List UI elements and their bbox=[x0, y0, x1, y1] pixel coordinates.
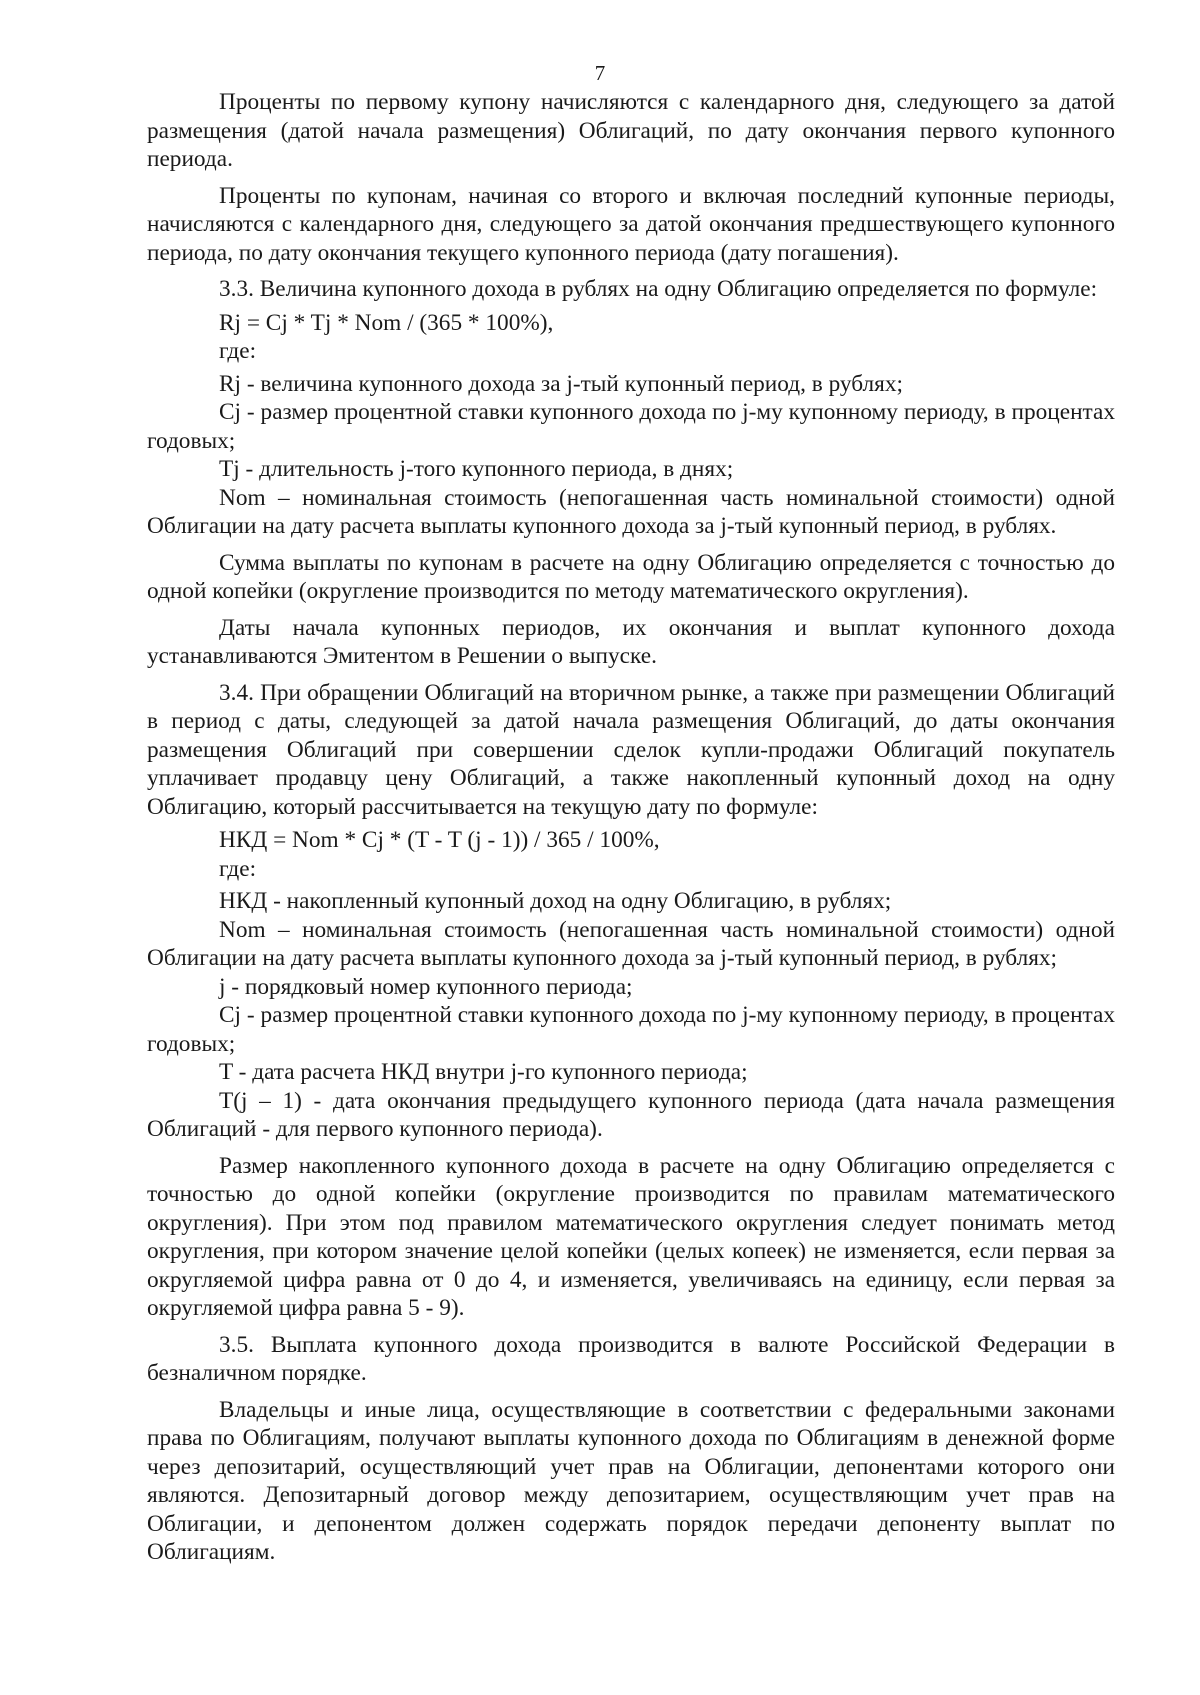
page-number: 7 bbox=[594, 61, 606, 85]
paragraph-depository-payments: Владельцы и иные лица, осуществляющие в соответствии с федеральными законами права по Облигациям, получают выплаты купонного дохода по Облигациям в денежной форме через депозитарий, осуществляющий учет прав на Облигации, депонентами которого они являются. Депозитарный договор между депозитарием, осуществляющим учет прав на Облигации, и депонентом должен содержать порядок передачи депоненту выплат по Облигациям. bbox=[147, 1396, 1115, 1565]
formula-accrued-income: НКД = Nom * Cj * (T - T (j - 1)) / 365 / 100%, bbox=[219, 827, 660, 853]
paragraph-accrued-rounding: Размер накопленного купонного дохода в расчете на одну Облигацию определяется с точностью до одной копейки (округление производится по правилам математического округления). При этом под правилом математического округления следует понимать метод округления, при котором значение целой копейки (целых копеек) не изменяется, если первая за округляемой цифра равна от 0 до 4, и изменяется, увеличиваясь на единицу, если первая за округляемой цифра равна 5 - 9). bbox=[147, 1152, 1115, 1321]
paragraph-section-3-5: 3.5. Выплата купонного дохода производится в валюте Российской Федерации в безналичном порядке. bbox=[147, 1331, 1115, 1386]
paragraph-section-3-4: 3.4. При обращении Облигаций на вторичном рынке, а также при размещении Облигаций в период с даты, следующей за датой начала размещения Облигаций, до даты окончания размещения Облигаций при совершении сделок купли-продажи Облигаций покупатель уплачивает продавцу цену Облигаций, а также накопленный купонный доход на одну Облигацию, который рассчитывается на текущую дату по формуле: bbox=[147, 679, 1115, 820]
definition-nkd: НКД - накопленный купонный доход на одну Облигацию, в рублях; bbox=[219, 888, 892, 914]
definition-j: j - порядковый номер купонного периода; bbox=[219, 973, 633, 1000]
formula-where-label-2: где: bbox=[219, 855, 257, 882]
document-body bbox=[147, 88, 1115, 1567]
definition-t: T - дата расчета НКД внутри j-го купонного периода; bbox=[219, 1059, 748, 1085]
paragraph-coupon-dates: Даты начала купонных периодов, их окончания и выплат купонного дохода устанавливаются Эмитентом в Решении о выпуске. bbox=[147, 614, 1115, 669]
definition-cj-2: Cj - размер процентной ставки купонного дохода по j-му купонному периоду, в процентах годовых; bbox=[147, 1002, 1115, 1057]
definition-cj: Cj - размер процентной ставки купонного дохода по j-му купонному периоду, в процентах годовых; bbox=[147, 399, 1115, 454]
definition-nom: Nom – номинальная стоимость (непогашенная часть номинальной стоимости) одной Облигации на дату расчета выплаты купонного дохода за j-тый купонный период, в рублях. bbox=[147, 484, 1115, 539]
paragraph-coupon-rounding: Сумма выплаты по купонам в расчете на одну Облигацию определяется с точностью до одной копейки (округление производится по методу математического округления). bbox=[147, 549, 1115, 604]
definition-t-prev: T(j – 1) - дата окончания предыдущего купонного периода (дата начала размещения Облигаций - для первого купонного периода). bbox=[147, 1087, 1115, 1142]
definition-nom-2: Nom – номинальная стоимость (непогашенная часть номинальной стоимости) одной Облигации на дату расчета выплаты купонного дохода за j-тый купонный период, в рублях; bbox=[147, 916, 1115, 971]
definition-rj: Rj - величина купонного дохода за j-тый купонный период, в рублях; bbox=[219, 370, 903, 397]
definition-tj: Tj - длительность j-того купонного периода, в днях; bbox=[219, 456, 734, 482]
paragraph-subsequent-coupon-interest: Проценты по купонам, начиная со второго и включая последний купонные периоды, начисляются с календарного дня, следующего за датой окончания предшествующего купонного периода, по дату окончания текущего купонного периода (дату погашения). bbox=[147, 182, 1115, 266]
paragraph-section-3-3: 3.3. Величина купонного дохода в рублях на одну Облигацию определяется по формуле: bbox=[219, 276, 1098, 302]
formula-coupon-income: Rj = Cj * Tj * Nom / (365 * 100%), bbox=[219, 309, 554, 336]
paragraph-first-coupon-interest: Проценты по первому купону начисляются с календарного дня, следующего за датой размещения (датой начала размещения) Облигаций, по дату окончания первого купонного периода. bbox=[147, 89, 1115, 172]
formula-where-label: где: bbox=[219, 338, 257, 364]
